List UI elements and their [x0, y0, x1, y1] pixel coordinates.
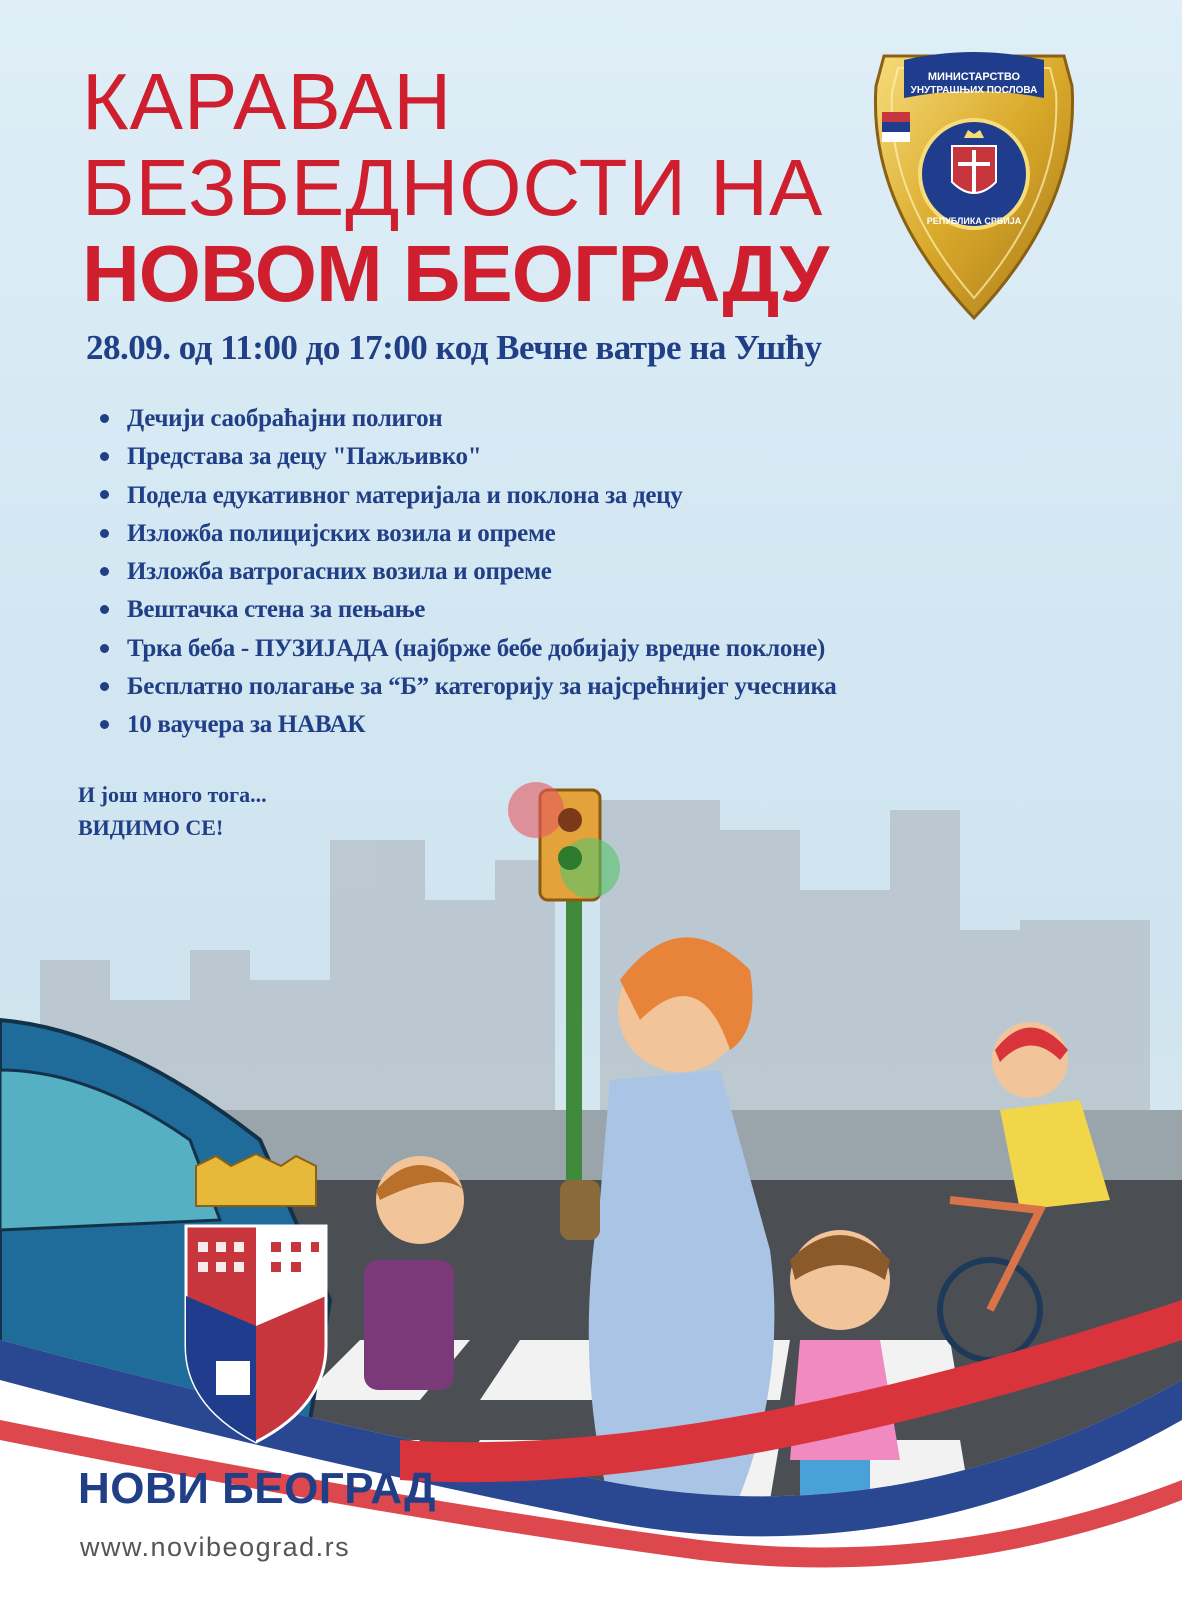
activities-list — [100, 400, 836, 745]
bullet-icon — [100, 567, 109, 576]
municipality-name: НОВИ БЕОГРАД — [78, 1464, 436, 1513]
activity-label: Дечији саобраћајни полигон — [127, 405, 443, 432]
see-you-text: ВИДИМО СЕ! — [78, 815, 224, 840]
list-item — [100, 668, 836, 706]
bullet-icon — [100, 682, 109, 691]
bullet-icon — [100, 529, 109, 538]
bullet-icon — [100, 452, 109, 461]
title-line-1: КАРАВАН — [82, 57, 453, 146]
list-item — [100, 515, 836, 553]
list-item — [100, 553, 836, 591]
activity-label: 10 ваучера за НАВАК — [127, 711, 366, 739]
svg-text:РЕПУБЛИКА СРБИЈА: РЕПУБЛИКА СРБИЈА — [926, 216, 1022, 226]
activity-label: Представа за децу "Пажљивко" — [127, 443, 482, 471]
boy-figure-icon — [364, 1156, 464, 1390]
activity-label: Изложба полицијских возила и опреме — [127, 519, 556, 547]
activity-label: Изложба ватрогасних возила и опреме — [127, 558, 552, 586]
poster-title — [82, 57, 829, 320]
list-item — [100, 477, 836, 515]
bullet-icon — [100, 490, 109, 499]
ministry-badge-icon — [868, 46, 1080, 326]
list-item — [100, 438, 836, 476]
bullet-icon — [100, 605, 109, 614]
list-item — [100, 630, 836, 668]
svg-text:МИНИСТАРСТВО: МИНИСТАРСТВО — [927, 71, 1021, 83]
event-date-time: 28.09. од 11:00 до 17:00 код Вечне ватре на Ушћу — [86, 328, 822, 367]
svg-text:УНУТРАШЊИХ ПОСЛОВА: УНУТРАШЊИХ ПОСЛОВА — [910, 85, 1038, 96]
activity-label: Трка беба - ПУЗИЈАДА (најбрже бебе добијају вредне поклоне) — [127, 634, 826, 662]
activity-label: Вештачка стена за пењање — [127, 596, 426, 624]
bullet-icon — [100, 644, 109, 653]
list-item — [100, 400, 836, 438]
novi-beograd-coat-of-arms-icon — [176, 1146, 336, 1446]
list-item — [100, 706, 836, 744]
title-line-2: БЕЗБЕДНОСТИ НА — [82, 143, 824, 232]
title-line-3: НОВОМ БЕОГРАДУ — [82, 229, 829, 318]
activity-label: Бесплатно полагање за “Б” категорију за најсрећнијег учесника — [127, 673, 837, 701]
more-text: И још много тога... — [78, 782, 267, 807]
activity-label: Подела едукативног материјала и поклона за децу — [127, 481, 683, 509]
website-link[interactable]: www.novibeograd.rs — [80, 1532, 351, 1562]
bullet-icon — [100, 720, 109, 729]
bullet-icon — [100, 414, 109, 423]
list-item — [100, 591, 836, 629]
